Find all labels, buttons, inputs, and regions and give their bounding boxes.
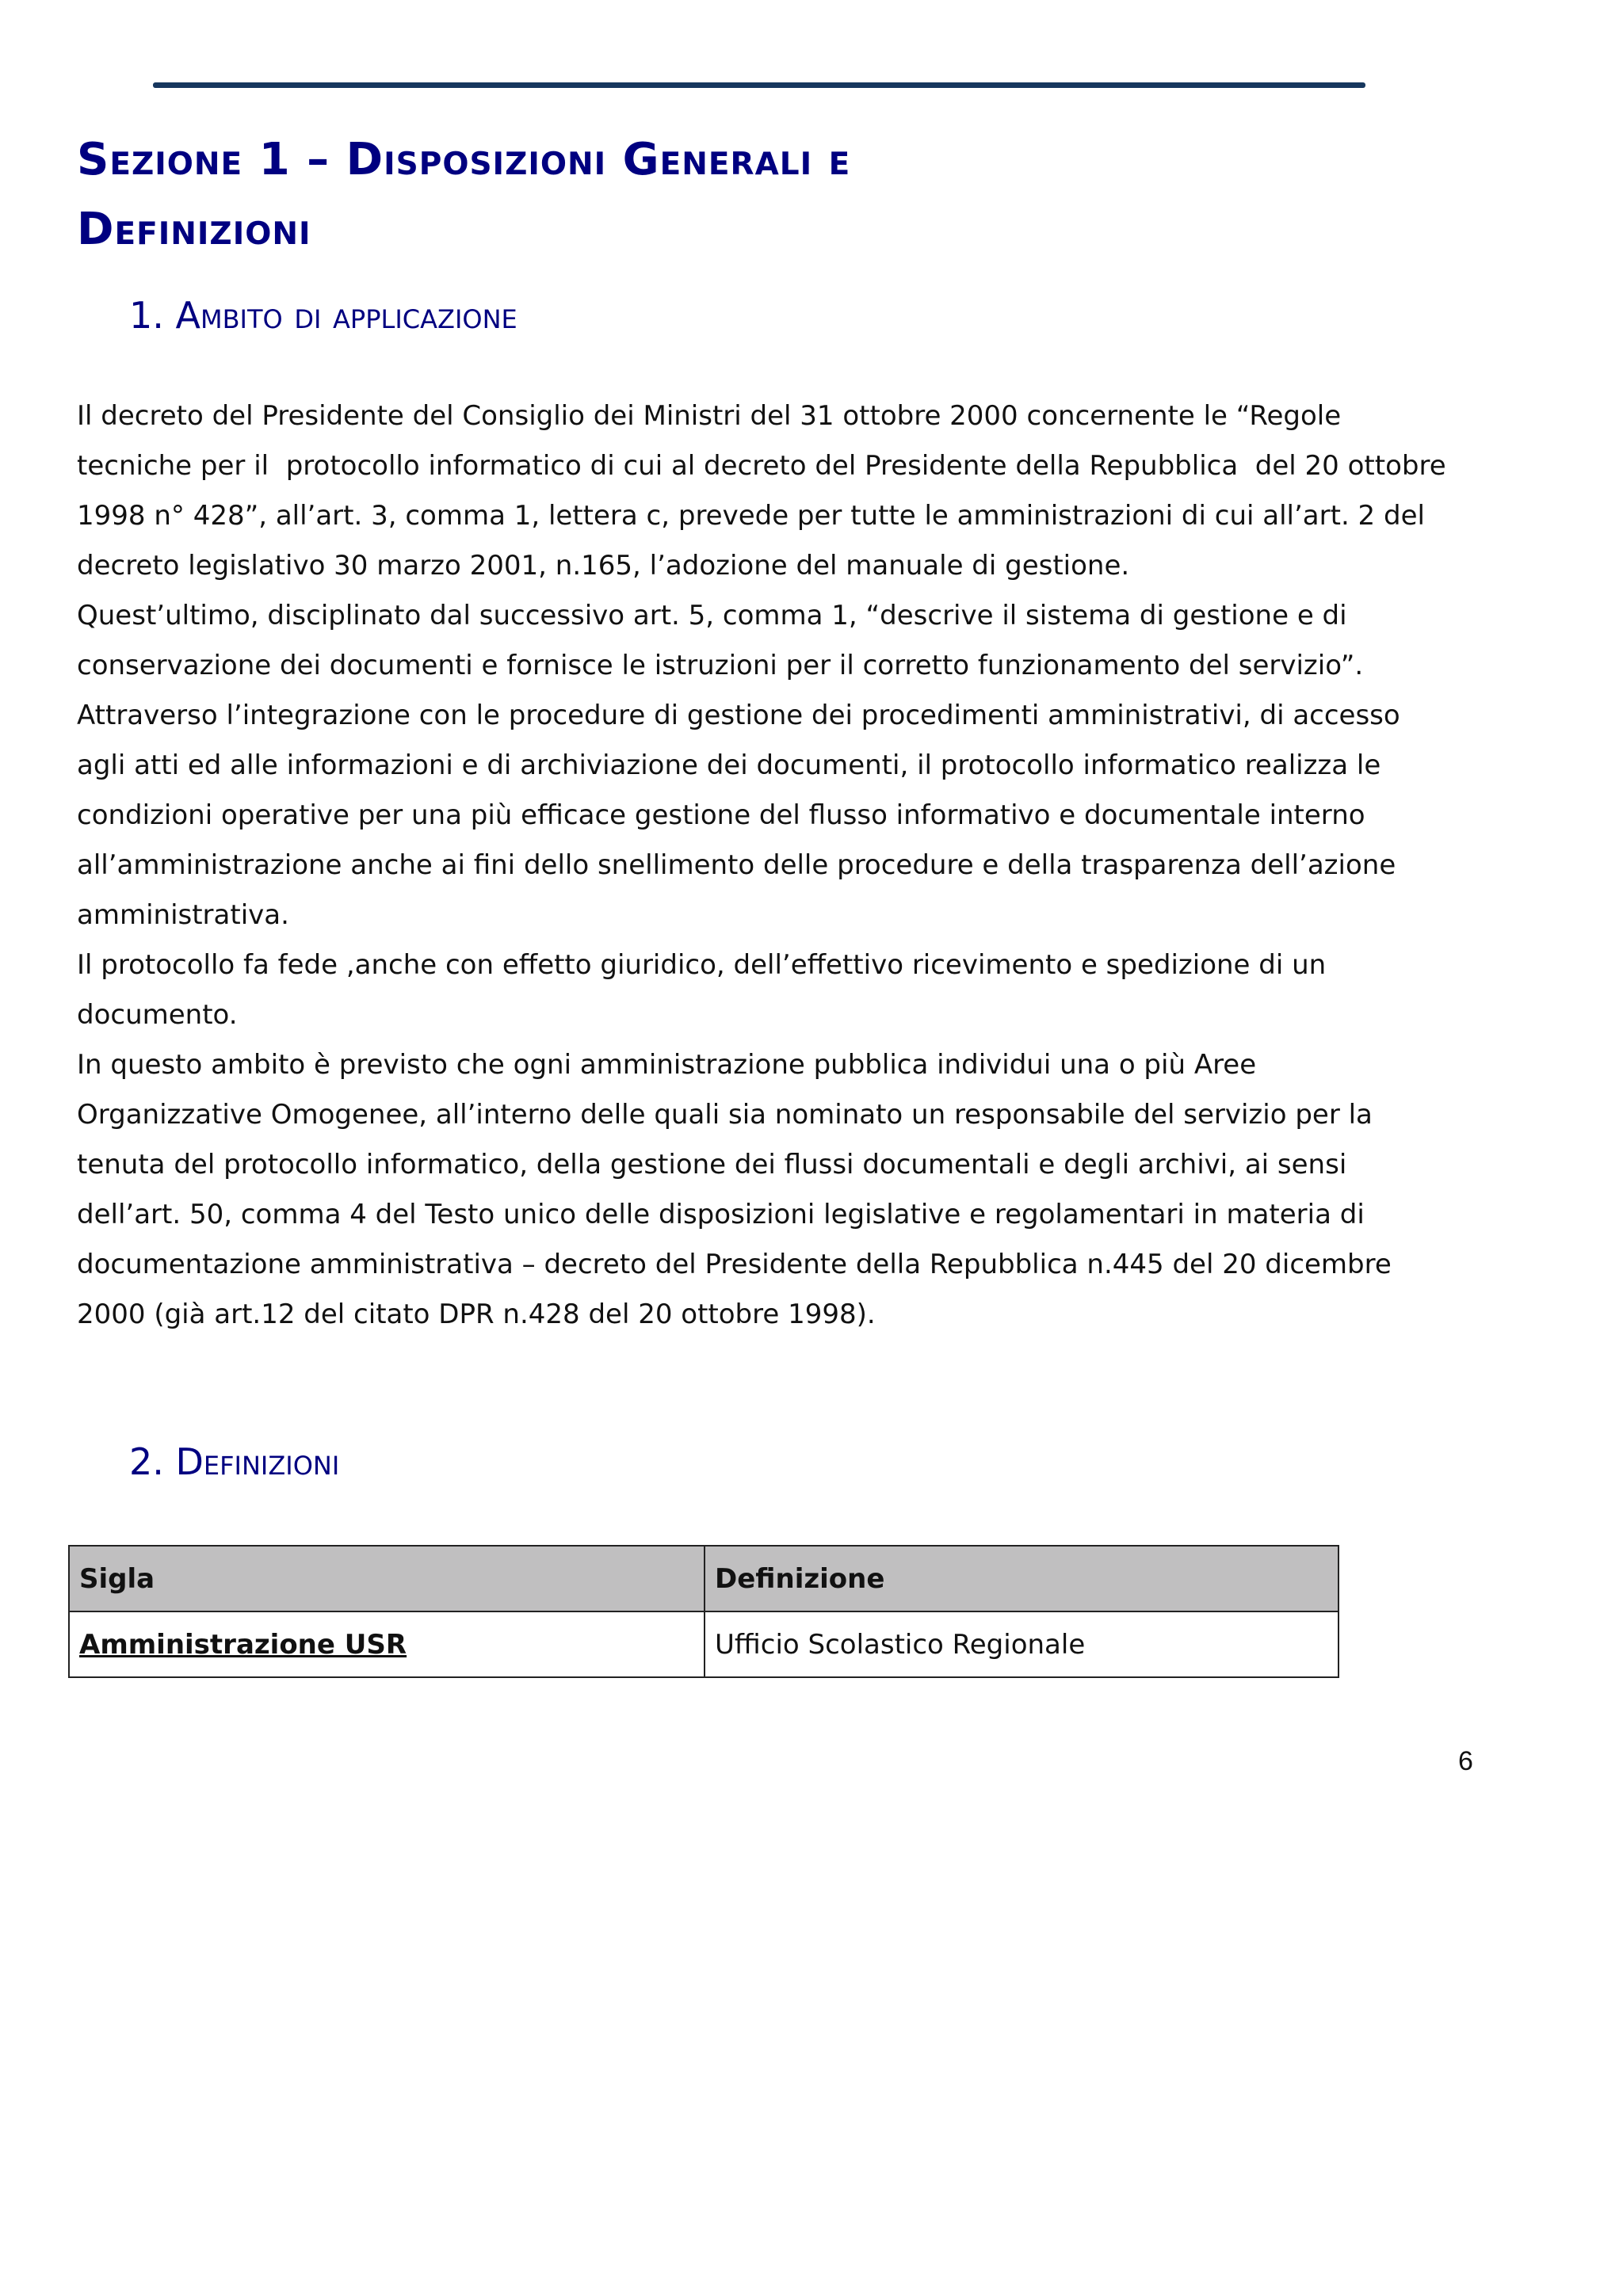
text-line: Attraverso l’integrazione con le procedure di gestione dei procedimenti amministrativi, di accesso	[77, 700, 1400, 731]
top-rule	[153, 82, 1365, 88]
text-line: Il protocollo fa fede ,anche con effetto giuridico, dell’effettivo ricevimento e spedizione di un	[77, 949, 1327, 981]
text-line: all’amministrazione anche ai fini dello snellimento delle procedure e della trasparenza dell’azione	[77, 849, 1396, 881]
text-line: 2000 (già art.12 del citato DPR n.428 del 20 ottobre 1998).	[77, 1299, 876, 1330]
text-line: condizioni operative per una più efficace gestione del flusso informativo e documentale interno	[77, 799, 1365, 831]
section-title-line2: Definizioni	[77, 204, 311, 255]
text-line: amministrativa.	[77, 899, 289, 931]
definitions-table	[68, 1545, 1339, 1678]
body-text	[77, 391, 1503, 1340]
text-line: conservazione dei documenti e fornisce le istruzioni per il corretto funzionamento del servizio”.	[77, 650, 1364, 681]
text-line: dell’art. 50, comma 4 del Testo unico delle disposizioni legislative e regolamentari in materia di	[77, 1199, 1365, 1230]
text-line: Organizzative Omogenee, all’interno delle quali sia nominato un responsabile del servizio per la	[77, 1099, 1373, 1131]
table-header-sigla: Sigla	[69, 1546, 705, 1611]
table-cell-sigla: Amministrazione USR	[69, 1611, 705, 1677]
text-line: decreto legislativo 30 marzo 2001, n.165, l’adozione del manuale di gestione.	[77, 550, 1130, 582]
section-title-line1: Sezione 1 – Disposizioni Generali e	[77, 134, 851, 185]
table-header-definizione: Definizione	[705, 1546, 1338, 1611]
text-line: In questo ambito è previsto che ogni amministrazione pubblica individui una o più Aree	[77, 1049, 1257, 1081]
text-line: documentazione amministrativa – decreto del Presidente della Repubblica n.445 del 20 dicembre	[77, 1249, 1392, 1280]
text-line: tecniche per il protocollo informatico di cui al decreto del Presidente della Repubblica del 20 ottobre	[77, 450, 1446, 482]
table-cell-definizione: Ufficio Scolastico Regionale	[705, 1611, 1338, 1677]
text-line: Quest’ultimo, disciplinato dal successivo art. 5, comma 1, “descrive il sistema di gestione e di	[77, 600, 1347, 631]
table-row	[69, 1611, 1338, 1677]
text-line: Il decreto del Presidente del Consiglio dei Ministri del 31 ottobre 2000 concernente le “Regole	[77, 400, 1342, 432]
section-title	[77, 125, 1424, 265]
text-line: documento.	[77, 999, 238, 1031]
text-line: 1998 n° 428”, all’art. 3, comma 1, lettera c, prevede per tutte le amministrazioni di cui all’art. 2 del	[77, 500, 1425, 532]
text-line: tenuta del protocollo informatico, della gestione dei flussi documentali e degli archivi, ai sensi	[77, 1149, 1347, 1180]
text-line: agli atti ed alle informazioni e di archiviazione dei documenti, il protocollo informatico realizza le	[77, 749, 1381, 781]
page-number: 6	[1458, 1746, 1473, 1776]
heading-definizioni: 2. Definizioni	[129, 1440, 340, 1483]
heading-ambito: 1. Ambito di applicazione	[129, 294, 517, 337]
table-header-row	[69, 1546, 1338, 1611]
